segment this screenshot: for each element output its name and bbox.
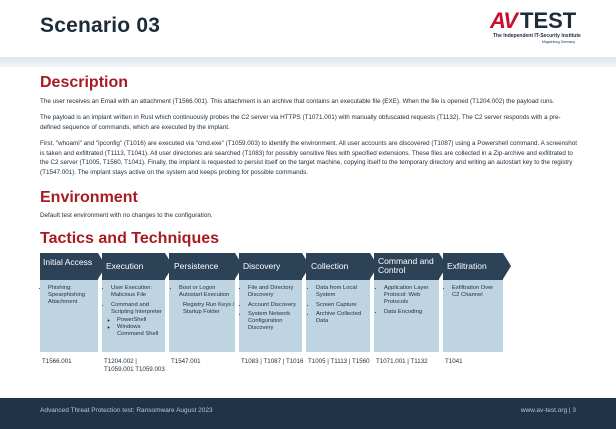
footer-site-and-page: www.av-test.org | 3 [520,407,576,414]
phase-label-collection: Collection [311,261,349,271]
technique-list-command-and-control [376,285,438,318]
technique-list-execution [103,285,165,340]
environment-text: Default test environment with no changes to the configuration. [40,212,213,219]
header-divider-band [0,57,616,67]
technique-item: • Account Discovery [248,302,302,309]
technique-item: • File and Directory Discovery [248,285,302,299]
technique-ids-initial-access: T1566.001 [42,358,72,365]
technique-ids-command-and-control: T1071.001 | T1132 [376,358,428,365]
sub-technique-label: Registry Run Keys / Startup Folder [183,301,235,315]
logo-location: Magdeburg Germany [542,40,576,44]
phase-label-initial-access: Initial Access [43,257,93,267]
technique-ids-execution: T1204.002 | T1059.001 T1059.003 [104,358,165,373]
description-paragraph-2: The payload is an implant written in Rust which continuously probes the C2 server via HTTPS (T1071.001) with manually obfuscated requests (T1132). The C2 server responds with a pre-defined sequence of commands, which are executed by the implant. [40,114,561,131]
sub-technique-item: ◦ Windows Command Shell [117,324,165,338]
phase-label-persistence: Persistence [174,261,219,271]
technique-list-persistence [171,285,235,318]
logo-tagline: The Independent IT-Security Institute [493,33,581,39]
technique-ids-exfiltration: T1041 [445,358,463,365]
technique-item: • Exfiltration Over C2 Channel [452,285,502,299]
av-test-logo [490,10,580,46]
environment-heading: Environment [40,189,138,206]
technique-item: • User Execution: Malicious File [111,285,165,299]
technique-item: • Screen Capture [316,302,370,309]
technique-ids-persistence: T1547.001 [171,358,201,365]
scenario-title: Scenario 03 [40,14,161,37]
phase-label-exfiltration: Exfiltration [447,261,487,271]
technique-list-discovery [240,285,302,335]
phase-arrow [503,253,511,279]
technique-item: • Data Encoding [384,309,438,316]
logo-av-mark: AV [490,8,517,33]
tactics-heading: Tactics and Techniques [40,230,220,247]
technique-item: • Data from Local System [316,285,370,299]
sub-technique-item: ◦ PowerShell [117,317,165,324]
description-heading: Description [40,74,129,91]
technique-ids-collection: T1005 | T1113 | T1560 [308,358,370,365]
phase-label-discovery: Discovery [243,261,281,271]
technique-item: • Phishing: Spearphishing Attachment [48,285,96,306]
technique-item: • Boot or Logon Autostart Execution [179,285,235,299]
page-footer [0,398,616,429]
sub-technique-item [183,302,235,316]
page-header [0,0,616,57]
description-paragraph-3: First, "whoami" and "ipconfig" (T1016) are executed via "cmd.exe" (T1059.003) to identify the environment. All user accounts are discovered (T1087) using a Powershell command. A screenshot is taken and exfiltrated (T1113, T1041). All user directories are searched (T1083) for possibly sensitive files with specified extensions. These files are collected in a Zip-archive and exfiltrated to the C2 server (T1005, T1560, T1041). Finally, the implant is requested to persist itself on the target machine, copying itself to the temporary directory and writing an autostart key to the registry (T1547.001). The implant stays active on the system and keeps probing for possible commands. [40,140,578,176]
technique-item-label: Command and Scripting Interpreter [111,301,162,315]
technique-ids-discovery: T1083 | T1087 | T1016 [241,358,304,365]
technique-item: • Application Layer Protocol: Web Protocols [384,285,438,306]
footer-report-title: Advanced Threat Protection test: Ransomware August 2023 [40,407,213,414]
technique-list-exfiltration [444,285,502,302]
technique-item: • Archive Collected Data [316,311,370,325]
phase-label-command-and-control: Command and Control [378,256,434,275]
technique-list-initial-access [40,285,96,309]
technique-list-collection [308,285,370,328]
logo-test-mark: TEST [520,8,577,33]
description-paragraph-1: The user receives an Email with an attachment (T1566.001). This attachment is an archive that contains an executable file (EXE). When the file is opened (T1204.002) the payload runs. [40,98,555,105]
technique-item: • System Network Configuration Discovery [248,311,302,332]
technique-item [111,302,165,338]
phase-label-execution: Execution [106,261,144,271]
